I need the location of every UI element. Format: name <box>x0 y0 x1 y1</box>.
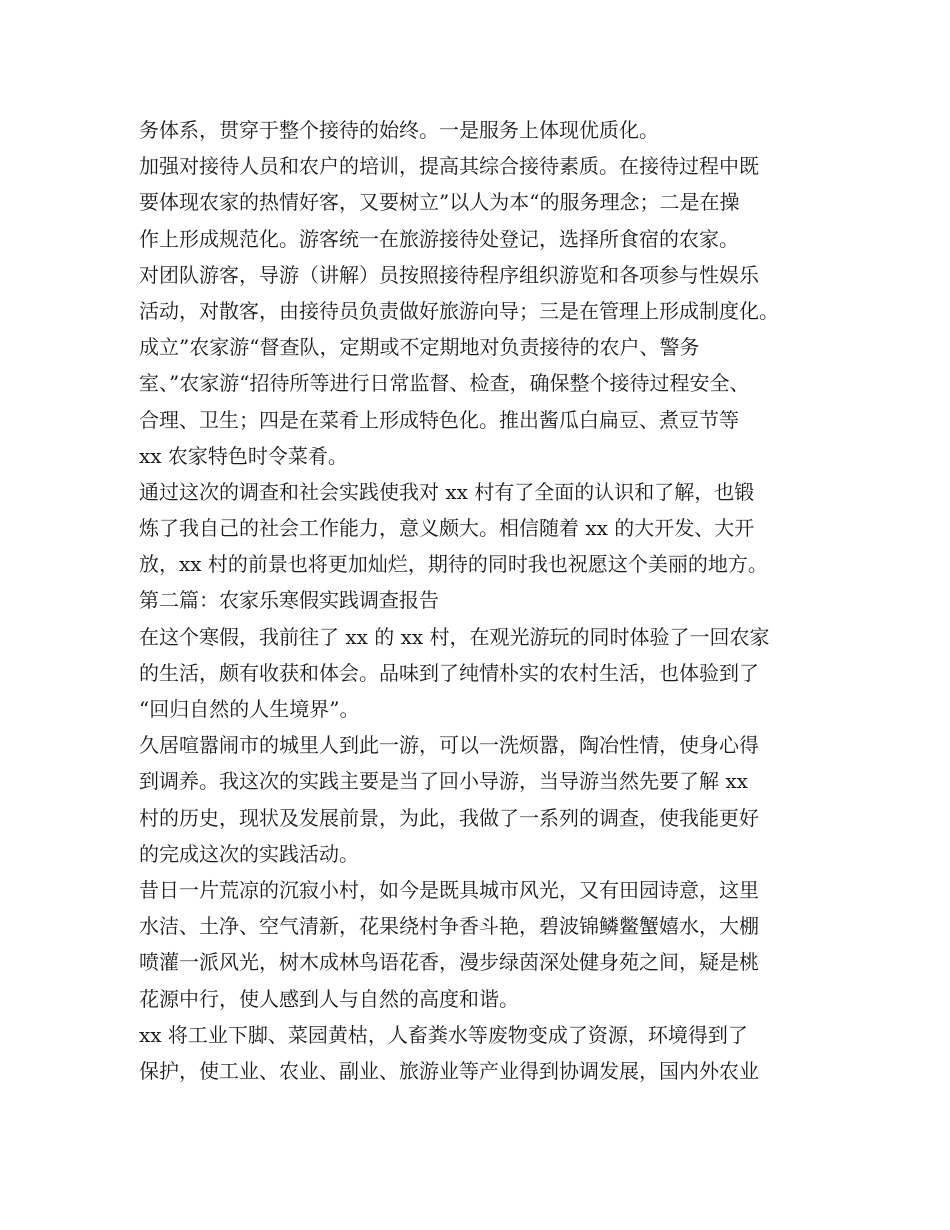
text-line: 久居喧嚣闹市的城里人到此一游，可以一洗烦嚣，陶冶性情，使身心得 <box>139 733 759 758</box>
text-line: 活动，对散客，由接待员负责做好旅游向导；三是在管理上形成制度化。 <box>139 298 779 323</box>
text-line: 的生活，颇有收获和体会。品味到了纯情朴实的农村生活，也体验到了 <box>139 660 759 685</box>
text-line: 要体现农家的热情好客，又要树立”以人为本“的服务理念；二是在操 <box>139 190 740 215</box>
text-line: 炼了我自己的社会工作能力，意义颇大。相信随着 xx 的大开发、大开 <box>139 516 755 541</box>
text-line: 成立”农家游“督查队，定期或不定期地对负责接待的农户、警务 <box>139 335 700 360</box>
text-line: 作上形成规范化。游客统一在旅游接待处登记，选择所食宿的农家。 <box>139 226 739 251</box>
text-line: 合理、卫生；四是在菜肴上形成特色化。推出酱瓜白扁豆、煮豆节等 <box>139 407 739 432</box>
text-line: xx 将工业下脚、菜园黄枯，人畜粪水等废物变成了资源，环境得到了 <box>139 1022 748 1047</box>
text-line: 加强对接待人员和农户的培训，提高其综合接待素质。在接待过程中既 <box>139 154 759 179</box>
text-line: 的完成这次的实践活动。 <box>139 841 359 866</box>
text-line: 花源中行，使人感到人与自然的高度和谐。 <box>139 986 519 1011</box>
text-line: “回归自然的人生境界”。 <box>139 697 360 721</box>
text-line: 在这个寒假，我前往了 xx 的 xx 村，在观光游玩的同时体验了一回农家 <box>139 624 770 649</box>
text-line: 通过这次的调查和社会实践使我对 xx 村有了全面的认识和了解，也锻 <box>139 479 755 504</box>
text-line: 务体系，贯穿于整个接待的始终。一是服务上体现优质化。 <box>139 118 659 142</box>
text-line: 昔日一片荒凉的沉寂小村，如今是既具城市风光，又有田园诗意，这里 <box>139 877 759 902</box>
text-line: 室、”农家游“招待所等进行日常监督、检查，确保整个接待过程安全、 <box>139 371 750 396</box>
text-line: 村的历史，现状及发展前景，为此，我做了一系列的调查，使我能更好 <box>139 805 759 830</box>
document-text <box>139 112 839 1089</box>
text-line: 放，xx 村的前景也将更加灿烂，期待的同时我也祝愿这个美丽的地方。 <box>139 552 768 577</box>
text-line: 水洁、土净、空气清新，花果绕村争香斗艳，碧波锦鳞鳖蟹嬉水，大棚 <box>139 914 759 939</box>
text-line: 到调养。我这次的实践主要是当了回小导游，当导游当然先要了解 xx <box>139 769 748 794</box>
text-line: 喷灌一派风光，树木成林鸟语花香，漫步绿茵深处健身苑之间，疑是桃 <box>139 950 759 975</box>
text-line: 对团队游客，导游（讲解）员按照接待程序组织游览和各项参与性娱乐 <box>139 262 759 287</box>
section-heading: 第二篇：农家乐寒假实践调查报告 <box>139 588 439 613</box>
text-line: 保护，使工业、农业、副业、旅游业等产业得到协调发展，国内外农业 <box>139 1058 759 1083</box>
text-line: xx 农家特色时令菜肴。 <box>139 443 348 468</box>
